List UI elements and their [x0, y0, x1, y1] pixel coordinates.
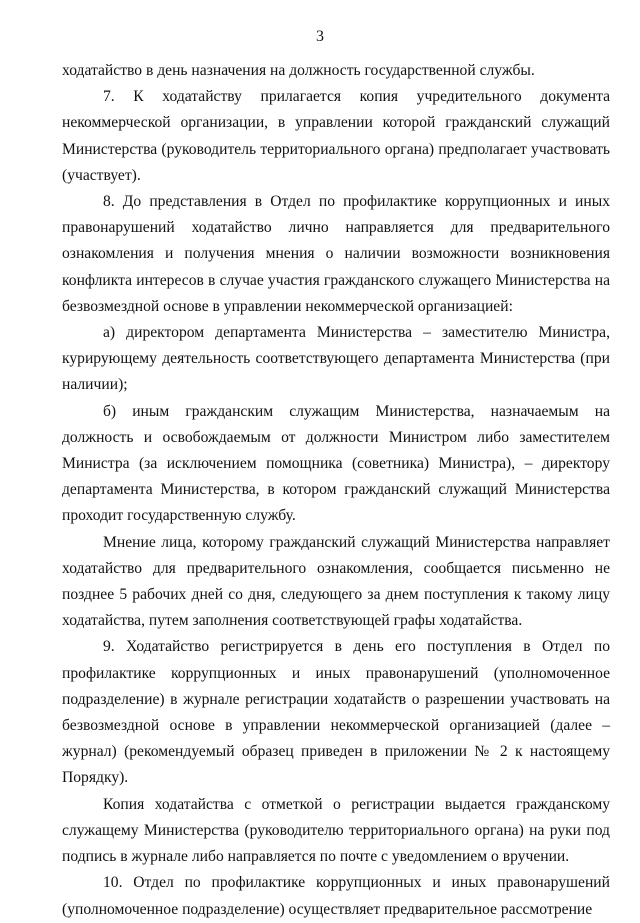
- paragraph-item-9: 9. Ходатайство регистрируется в день его поступления в Отдел по профилактике коррупционных и иных правонарушений (уполномоченное подразделение) в журнале регистрации ходатайств о разрешении участвовать на безвозмездной основе в управлении некоммерческой организацией (далее – журнал) (рекомендуемый образец приведен в приложении № 2 к настоящему Порядку).: [62, 638, 610, 787]
- paragraph-opinion: Мнение лица, которому гражданский служащий Министерства направляет ходатайство для предварительного ознакомления, сообщается письменно не позднее 5 рабочих дней со дня, следующего за днем поступления к такому лицу ходатайства, путем заполнения соответствующей графы ходатайства.: [62, 533, 610, 630]
- paragraph-copy: Копия ходатайства с отметкой о регистрации выдается гражданскому служащему Министерства (руководителю территориального органа) на руки под подпись в журнале либо направляется по почте с уведомлением о вручении.: [62, 795, 610, 866]
- paragraph-continuation: ходатайство в день назначения на должность государственной службы.: [62, 62, 535, 79]
- document-body: [62, 58, 610, 923]
- paragraph-item-8: 8. До представления в Отдел по профилактике коррупционных и иных правонарушений ходатайство лично направляется для предварительного ознакомления и получения мнения о наличии возможности возникновения конфликта интересов в случае участия гражданского служащего Министерства на безвозмездной основе в управлении некоммерческой организацией:: [62, 193, 610, 315]
- paragraph-item-7: 7. К ходатайству прилагается копия учредительного документа некоммерческой организации, в управлении которой гражданский служащий Министерства (руководитель территориального органа) предполагает участвовать (участвует).: [62, 88, 610, 184]
- page-number: 3: [316, 28, 324, 45]
- paragraph-item-10: 10. Отдел по профилактике коррупционных и иных правонарушений (уполномоченное подразделение) осуществляет предварительное рассмотрение: [62, 874, 610, 918]
- paragraph-subitem-b: б) иным гражданским служащим Министерства, назначаемым на должность и освобождаемым от должности Министром либо заместителем Министра (за исключением помощника (советника) Министра), – директору департамента Министерства, в котором гражданский служащий Министерства проходит государственную службу.: [62, 402, 610, 525]
- paragraph-subitem-a: а) директором департамента Министерства – заместителю Министра, курирующему деятельность соответствующего департамента Министерства (при наличии);: [62, 324, 610, 394]
